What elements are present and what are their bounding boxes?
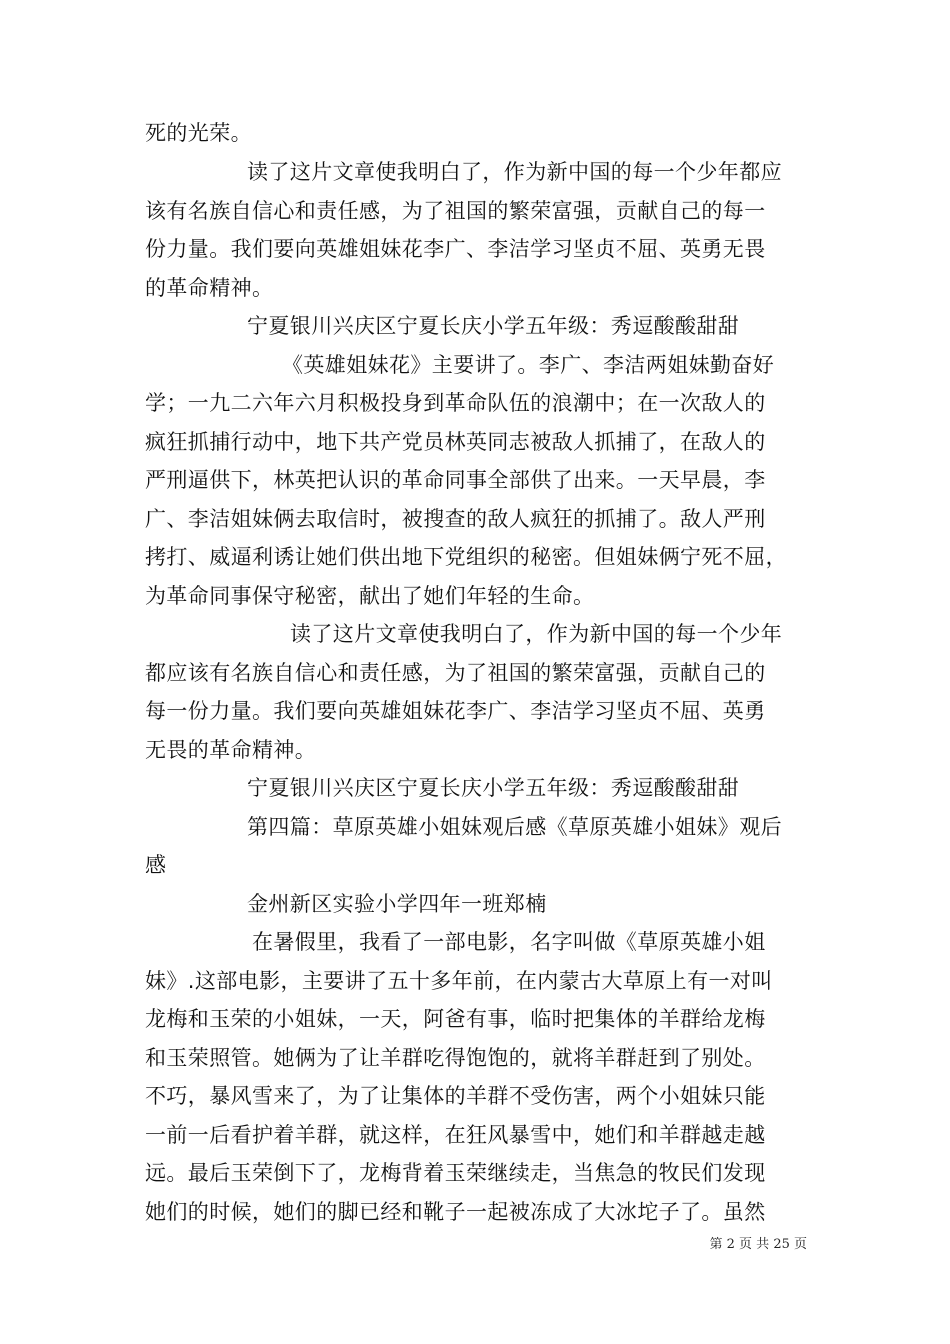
text-line: 无畏的革命精神。 (145, 738, 317, 762)
text-line: 和玉荣照管。她俩为了让羊群吃得饱饱的，就将羊群赶到了别处。 (145, 1046, 766, 1070)
text-line: 妹》.这部电影，主要讲了五十多年前，在内蒙古大草原上有一对叫 (145, 969, 773, 993)
author-line: 金州新区实验小学四年一班郑楠 (247, 892, 547, 916)
text-line: 都应该有名族自信心和责任感，为了祖国的繁荣富强，贡献自己的 (145, 661, 766, 685)
text-line: 读了这片文章使我明白了，作为新中国的每一个少年 (290, 622, 783, 646)
text-line: 宁夏银川兴庆区宁夏长庆小学五年级：秀逗酸酸甜甜 (247, 314, 740, 338)
text-line: 死的光荣。 (145, 121, 252, 145)
text-line: 拷打、威逼利诱让她们供出地下党组织的秘密。但姐妹俩宁死不屈， (145, 545, 787, 569)
text-line: 宁夏银川兴庆区宁夏长庆小学五年级：秀逗酸酸甜甜 (247, 776, 740, 800)
text-line: 份力量。我们要向英雄姐妹花李广、李洁学习坚贞不屈、英勇无畏 (145, 237, 766, 261)
text-line: 在暑假里，我看了一部电影，名字叫做《草原英雄小姐 (252, 930, 766, 954)
text-line: 疯狂抓捕行动中，地下共产党员林英同志被敌人抓捕了，在敌人的 (145, 430, 766, 454)
text-line: 广、李洁姐妹俩去取信时，被搜查的敌人疯狂的抓捕了。敌人严刑 (145, 507, 766, 531)
text-line: 读了这片文章使我明白了，作为新中国的每一个少年都应 (247, 160, 782, 184)
text-line: 为革命同事保守秘密，献出了她们年轻的生命。 (145, 584, 595, 608)
text-line: 她们的时候，她们的脚已经和靴子一起被冻成了大冰坨子了。虽然 (145, 1200, 766, 1224)
section-heading: 感 (145, 853, 167, 877)
text-line: 《英雄姐妹花》主要讲了。李广、李洁两姐妹勤奋好 (282, 353, 775, 377)
text-line: 该有名族自信心和责任感，为了祖国的繁荣富强，贡献自己的每一 (145, 199, 766, 223)
page-number: 第 2 页 共 25 页 (709, 1237, 807, 1252)
text-line: 学；一九二六年六月积极投身到革命队伍的浪潮中；在一次敌人的 (145, 391, 766, 415)
text-line: 的革命精神。 (145, 276, 274, 300)
text-line: 不巧，暴风雪来了，为了让集体的羊群不受伤害，两个小姐妹只能 (145, 1084, 766, 1108)
text-line: 每一份力量。我们要向英雄姐妹花李广、李洁学习坚贞不屈、英勇 (145, 699, 766, 723)
text-line: 一前一后看护着羊群，就这样，在狂风暴雪中，她们和羊群越走越 (145, 1123, 766, 1147)
section-heading: 第四篇：草原英雄小姐妹观后感《草原英雄小姐妹》观后 (247, 815, 782, 839)
text-line: 严刑逼供下，林英把认识的革命同事全部供了出来。一天早晨，李 (145, 468, 766, 492)
text-line: 龙梅和玉荣的小姐妹，一天，阿爸有事，临时把集体的羊群给龙梅 (145, 1007, 766, 1031)
text-line: 远。最后玉荣倒下了，龙梅背着玉荣继续走，当焦急的牧民们发现 (145, 1161, 766, 1185)
